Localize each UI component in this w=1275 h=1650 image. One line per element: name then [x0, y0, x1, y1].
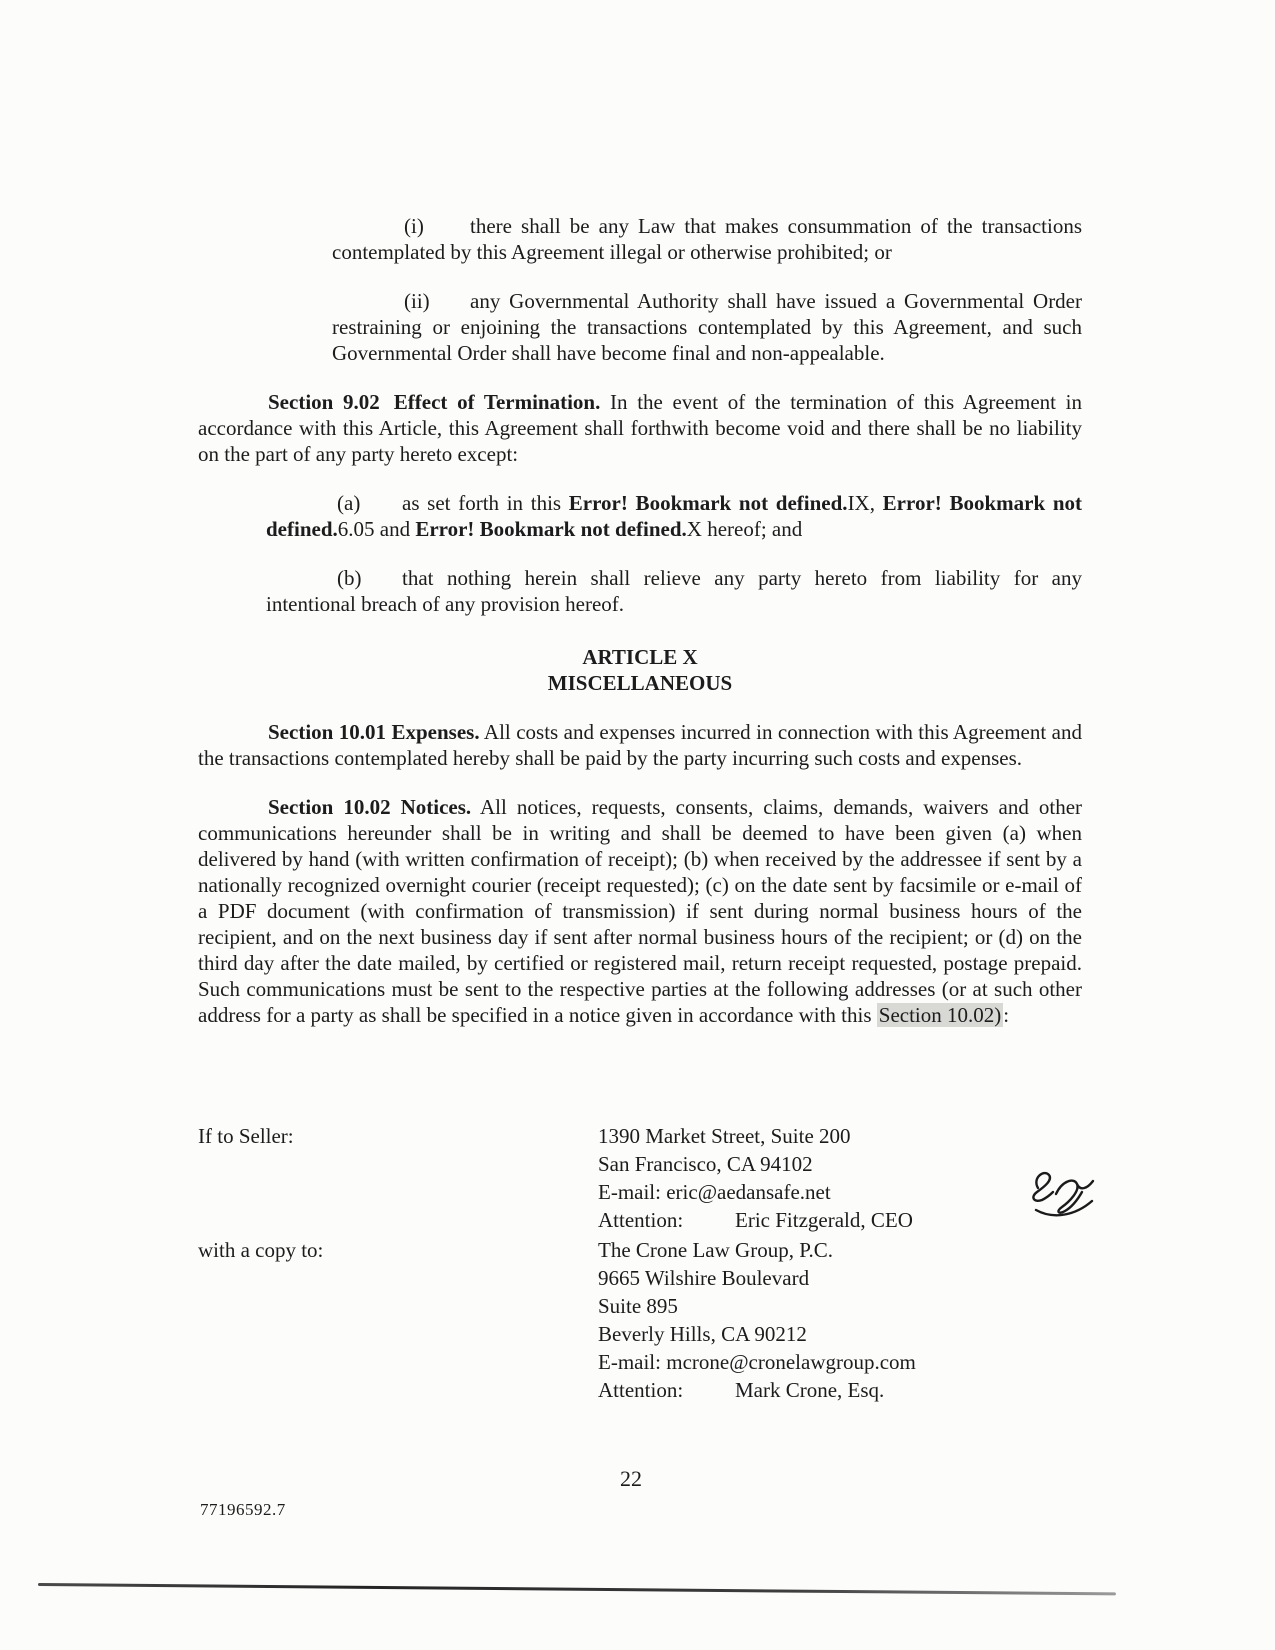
item-label: (b) [337, 566, 362, 590]
item-text: 6.05 and [337, 517, 416, 541]
article-number: ARTICLE X [582, 645, 698, 669]
address-line: The Crone Law Group, P.C. [598, 1238, 834, 1262]
item-text: there shall be any Law that makes consummation of the transactions contemplated by this Agreement illegal or otherwise prohibited; or [332, 214, 1082, 264]
article-title: MISCELLANEOUS [547, 671, 733, 695]
seller-notice-block [198, 1122, 1118, 1234]
paragraph-item-b [266, 565, 1082, 617]
cross-reference-field: Section 10.02) [878, 1003, 1002, 1027]
address-line: E-mail: mcrone@cronelawgroup.com [598, 1350, 916, 1374]
document-body [198, 213, 1082, 1028]
item-text: any Governmental Authority shall have issued a Governmental Order restraining or enjoining the transactions contemplated by this Agreement, and such Governmental Order shall have become final and non-appealable. [332, 289, 1082, 365]
address-line: 9665 Wilshire Boulevard [598, 1266, 810, 1290]
section-10-01 [198, 719, 1082, 771]
attention-value: Mark Crone, Esq. [735, 1378, 885, 1402]
section-title: Effect of Termination. [393, 390, 601, 414]
page-number: 22 [620, 1466, 642, 1491]
section-text: : [1003, 1003, 1010, 1027]
handwritten-initials [1022, 1166, 1100, 1223]
copy-address [598, 1236, 1118, 1404]
section-heading: Section 10.01 Expenses. [268, 720, 480, 744]
item-text: as set forth in this [402, 491, 569, 515]
bookmark-error-text: Error! Bookmark not defined. [266, 491, 1082, 541]
scan-edge-line [38, 1583, 1116, 1595]
item-label: (a) [337, 491, 361, 515]
bookmark-error-text: Error! Bookmark not defined. [568, 491, 848, 515]
section-9-02 [198, 389, 1082, 467]
document-id-footer: 77196592.7 [200, 1500, 286, 1519]
paragraph-romanette-ii [332, 288, 1082, 366]
section-text: In the event of the termination of this Agreement in accordance with this Article, this Agreement shall forthwith become void and there shall be no liability on the part of any party hereto except: [198, 390, 1083, 466]
address-line: 1390 Market Street, Suite 200 [598, 1124, 851, 1148]
item-label: (i) [404, 214, 424, 238]
attention-value: Eric Fitzgerald, CEO [735, 1208, 913, 1232]
paragraph-item-a [266, 490, 1082, 542]
item-text: X hereof; and [686, 517, 803, 541]
item-text: that nothing herein shall relieve any party hereto from liability for any intentional breach of any provision hereof. [266, 566, 1082, 616]
section-text: All notices, requests, consents, claims, demands, waivers and other communications hereunder shall be in writing and shall be deemed to have been given (a) when delivered by hand (with written confirmation of receipt); (b) when received by the addressee if sent by a nationally recognized overnight courier (receipt requested); (c) on the date sent by facsimile or e-mail of a PDF document (with confirmation of transmission) if sent during normal business hours of the recipient, and on the next business day if sent after normal business hours of the recipient; or (d) on the third day after the date mailed, by certified or registered mail, return receipt requested, postage prepaid. Such communications must be sent to the respective parties at the following addresses (or at such other address for a party as shall be specified in a notice given in accordance with this [198, 795, 1083, 1027]
item-text: IX, [847, 491, 883, 515]
section-heading: Section 10.02 Notices. [268, 795, 472, 819]
address-line: Beverly Hills, CA 90212 [598, 1322, 807, 1346]
address-line: E-mail: eric@aedansafe.net [598, 1180, 831, 1204]
copy-notice-block [198, 1236, 1118, 1404]
article-x-heading [198, 644, 1082, 696]
section-number: Section 9.02 [268, 390, 380, 414]
section-text: All costs and expenses incurred in connection with this Agreement and the transactions contemplated hereby shall be paid by the party incurring such costs and expenses. [198, 720, 1082, 770]
item-label: (ii) [404, 289, 430, 313]
address-line: Suite 895 [598, 1294, 678, 1318]
copy-notice-label: with a copy to: [198, 1238, 324, 1262]
bookmark-error-text: Error! Bookmark not defined. [415, 517, 687, 541]
initials-scribble-icon [1022, 1166, 1100, 1218]
attention-label: Attention: [598, 1378, 684, 1402]
section-10-02 [198, 794, 1082, 1028]
seller-notice-label: If to Seller: [198, 1124, 294, 1148]
attention-line [598, 1376, 1118, 1404]
attention-label: Attention: [598, 1208, 684, 1232]
address-line: San Francisco, CA 94102 [598, 1152, 813, 1176]
paragraph-romanette-i [332, 213, 1082, 265]
